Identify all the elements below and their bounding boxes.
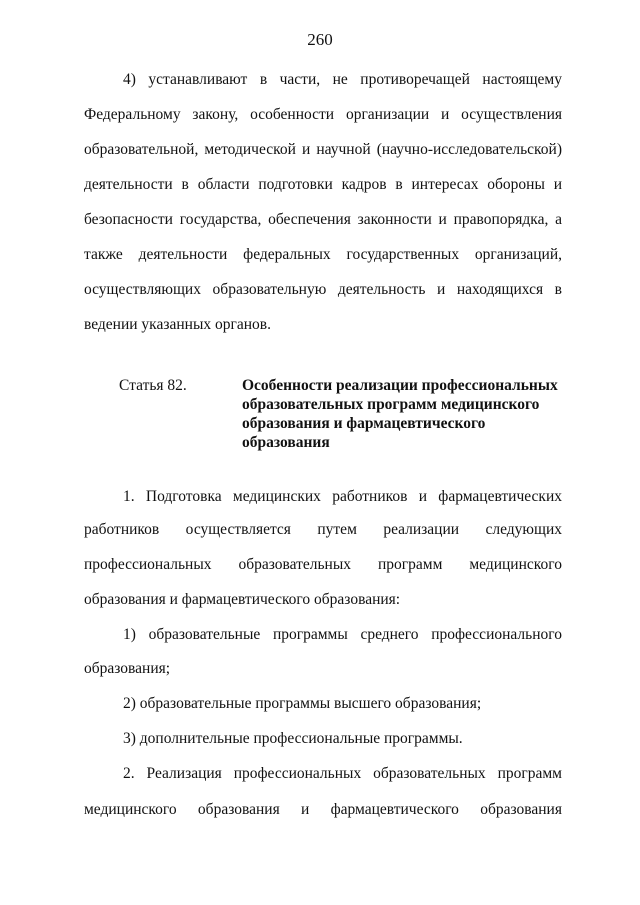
list-item-line: 3) дополнительные профессиональные программы. (123, 730, 463, 747)
paragraph-line: ведении указанных органов. (84, 316, 271, 333)
paragraph-line: профессиональных образовательных программ медицинского (84, 556, 562, 573)
paragraph-line: 1. Подготовка медицинских работников и фармацевтических (123, 488, 562, 505)
article-title-line: образования и фармацевтического (242, 415, 486, 432)
paragraph-line: также деятельности федеральных государственных организаций, (84, 246, 562, 263)
paragraph-line: медицинского образования и фармацевтического образования (84, 801, 562, 818)
paragraph-line: осуществляющих образовательную деятельность и находящихся в (84, 281, 562, 298)
paragraph-line: образовательной, методической и научной (научно-исследовательской) (84, 141, 562, 158)
article-label: Статья 82. (119, 377, 187, 394)
page-number: 260 (307, 30, 333, 49)
paragraph-line: безопасности государства, обеспечения законности и правопорядка, а (84, 211, 562, 228)
article-title (242, 376, 572, 452)
paragraph-line: образования и фармацевтического образования: (84, 591, 401, 608)
article-title-line: Особенности реализации профессиональных (242, 377, 558, 394)
list-item-line: 1) образовательные программы среднего профессионального (123, 626, 562, 643)
paragraph-line: 2. Реализация профессиональных образовательных программ (123, 765, 562, 782)
paragraph-line: работников осуществляется путем реализации следующих (84, 521, 562, 538)
paragraph-line: Федеральному закону, особенности организации и осуществления (84, 106, 562, 123)
list-item-line: 2) образовательные программы высшего образования; (123, 695, 482, 712)
list-item-line: образования; (84, 660, 171, 677)
paragraph-line: 4) устанавливают в части, не противоречащей настоящему (123, 71, 562, 88)
article-title-line: образования (242, 434, 330, 451)
article-title-line: образовательных программ медицинского (242, 396, 540, 413)
paragraph-line: деятельности в области подготовки кадров в интересах обороны и (84, 176, 562, 193)
